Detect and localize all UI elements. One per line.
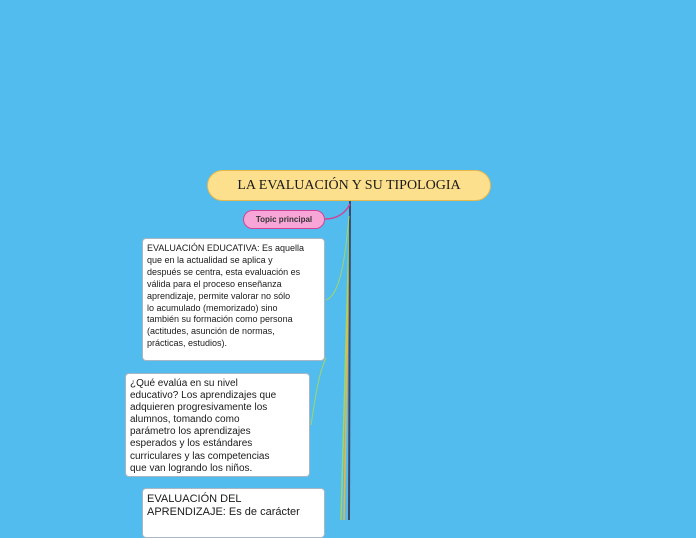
topic-node-evaluacion-educativa[interactable]: EVALUACIÓN EDUCATIVA: Es aquella que en la actualidad se aplica y después se centra, esta evaluación es válida para el proceso enseñanza aprendizaje, permite valorar no sólo lo acumulado (memorizado) sino también su formación como persona (actitudes, asunción de normas, prácticas, estudios).	[142, 238, 325, 361]
connector-node-2	[311, 358, 326, 425]
central-topic[interactable]: LA EVALUACIÓN Y SU TIPOLOGIA	[207, 170, 491, 201]
connector-node-1	[326, 216, 349, 300]
connector-subtopic	[325, 204, 350, 219]
main-trunk-line	[349, 201, 350, 520]
subtopic-pill[interactable]: Topic principal	[243, 210, 325, 229]
topic-node-evaluacion-aprendizaje[interactable]: EVALUACIÓN DEL APRENDIZAJE: Es de carácter	[142, 488, 325, 538]
topic-node-que-evalua[interactable]: ¿Qué evalúa en su nivel educativo? Los aprendizajes que adquieren progresivamente los alumnos, tomando como parámetro los aprendizajes esperados y los estándares curriculares y las competencias que van logrando los niños.	[125, 373, 310, 477]
